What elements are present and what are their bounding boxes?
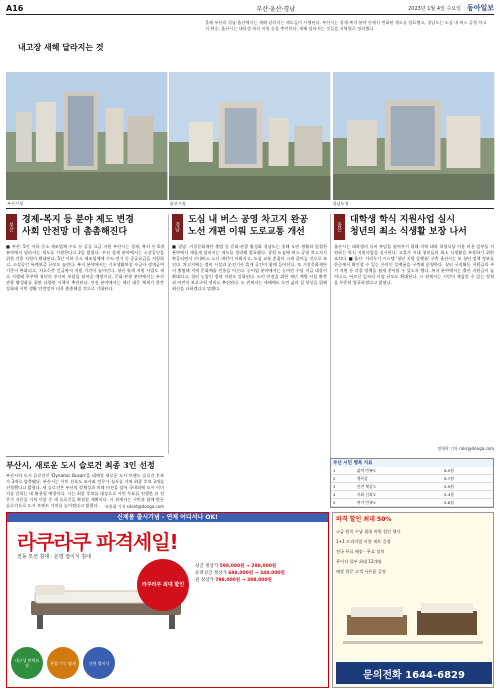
label-cell: 안전 체감도 xyxy=(355,483,442,491)
ad-hot-text: 파격 할인 최대 50% xyxy=(336,516,392,523)
rank-cell: 2 xyxy=(331,475,355,483)
ad-discount-badge: 라쿠라쿠 최대 할인 xyxy=(137,559,189,611)
ad-subheadline: 전동 모션 침대 · 온열 접이식 침대 xyxy=(17,554,91,560)
price-row xyxy=(195,570,327,577)
ad-line: 고급 원목 수납 침대 특별 할인 행사 xyxy=(336,529,401,534)
article-gyeongnam xyxy=(172,214,327,508)
price-value: 698,000원 → 348,000원 xyxy=(228,571,285,576)
rank-cell: 5 xyxy=(331,499,355,507)
city-photo-image xyxy=(6,72,167,200)
header-rule xyxy=(6,14,494,15)
column-divider xyxy=(168,214,169,454)
feature-intro: 올해 부산과 경남·울산에서는 새해 달라지는 제도들이 시행된다. 부산시는 경제·복지 분야 등에서 변화된 제도를 발표했고, 경남도는 도심 내 버스 공영 차고지 완공, 울산시는 대학생 학식 지원 등을 추진한다. 새해 달라지는 것들을 지역별로 정리했다. xyxy=(205,20,487,31)
article-title xyxy=(350,214,467,238)
ad-side-panel xyxy=(332,512,494,688)
article-byline: 정재락 기자 raks@donga.com xyxy=(437,446,494,451)
photo-captions xyxy=(6,201,494,207)
region-tag: 울산 xyxy=(334,214,345,240)
region-tag: 부산 xyxy=(6,214,17,240)
ad-headline: 라쿠라쿠 파격세일! xyxy=(17,530,178,554)
label-cell: 행복감 xyxy=(355,475,442,483)
section-rule xyxy=(6,456,164,457)
photo-caption: 부산시청 xyxy=(7,201,24,206)
ad-line: 무이자 할부 최대 12개월 xyxy=(336,559,382,564)
rank-cell: 3 xyxy=(331,483,355,491)
photo-caption: 경남도청 xyxy=(332,201,349,206)
photo-caption: 울산시청 xyxy=(169,201,186,206)
table-row xyxy=(331,467,493,475)
value-cell: 6.7점 xyxy=(442,475,493,483)
value-cell: 5.8점 xyxy=(442,499,493,507)
article-title-line: 도심 내 버스 공영 차고지 완공 xyxy=(188,215,308,225)
price-value: 598,000원 → 298,000원 xyxy=(219,564,277,569)
label-cell: 삶의 만족도 xyxy=(355,467,442,475)
article-slogan xyxy=(6,460,164,510)
furniture-illustration xyxy=(343,585,483,657)
ad-banner: 신제품 출시기념 - 연제 어디서나 OK! xyxy=(7,513,328,522)
price-row xyxy=(195,563,327,570)
ad-line: 매장 방문 고객 사은품 증정 xyxy=(336,569,386,574)
article-title-line: 사회 안전망 더 촘촘해진다 xyxy=(22,227,128,237)
article-title-line: 경제-복지 등 분야 제도 변경 xyxy=(22,215,134,225)
region-tag: 경남 xyxy=(172,214,183,240)
article-title: 부산시, 새로운 도시 슬로건 최종 3인 선정 xyxy=(6,460,155,470)
value-cell: 5.9점 xyxy=(442,483,493,491)
ad-line: 전국 무료 배송 · 무료 설치 xyxy=(336,549,385,554)
photo-busan-cityhall xyxy=(6,72,167,200)
newspaper-brand: 동아일보 xyxy=(466,4,494,12)
photo-ulsan-cityhall xyxy=(169,72,330,200)
feature-circle: 내구성 완벽보장 xyxy=(11,647,43,679)
article-title-line: 노선 개편 이뤄 도로교통 개선 xyxy=(188,227,305,237)
feature-title: 내고장 새해 달라지는 것 xyxy=(18,42,104,52)
section-name: 부산·울산·경남 xyxy=(256,5,295,13)
price-label: 싱글 정상가 xyxy=(195,564,219,569)
table-row xyxy=(331,491,493,499)
article-busan xyxy=(6,214,164,454)
feature-circle: 온열 기능 탑재 xyxy=(47,647,79,679)
table-row xyxy=(331,475,493,483)
stats-table xyxy=(331,467,493,507)
advertisement xyxy=(6,512,494,688)
article-ulsan xyxy=(334,214,494,454)
city-photo-image xyxy=(333,72,494,200)
label-cell: 사회 신뢰도 xyxy=(355,491,442,499)
ad-main-panel xyxy=(6,512,329,688)
table-row xyxy=(331,483,493,491)
section-rule xyxy=(6,208,494,209)
issue-date: 2023년 1월 4일 수요일 xyxy=(408,5,461,12)
article-body: 울산시는 대학생의 식비 부담을 덜어주기 위해 지역 대학 학생식당 이용 비용 일부를 지원하는 학식 지원사업을 실시한다. 고물가 시대 청년들의 최소 식생활을 보장하기 위한 조치다. ■ 울산: 거리두기 시스템 '청년 지원 플랫폼' 구축 울산시는 또 청년 정책 정보를 한곳에서 확인할 수 있는 온라인 플랫폼을 구축해 운영한다. 청년 구직활동 지원금과 주거 지원 등 각종 정책을 쉽게 찾아볼 수 있도록 했다. 복지 분야에서는 출산 지원금이 늘어나고, 어르신 일자리 사업 규모도 확대된다. 시 관계자는 시민이 체감할 수 있는 정책을 꾸준히 발굴하겠다고 밝혔다. xyxy=(334,244,494,285)
article-title xyxy=(188,214,308,238)
price-label: 슈퍼싱글 정상가 xyxy=(195,571,227,576)
price-row xyxy=(195,577,327,584)
article-byline: 조용휘 기자 silent@donga.com xyxy=(104,504,164,509)
ad-price-list xyxy=(195,563,327,584)
article-body: 부산시의 도시 슬로건인 'Dynamic Busan'을 대체할 새로운 도시 브랜드 슬로건 후보가 3개로 압축됐다. 부산시는 시민 선호도 조사와 전문가 심사를 거쳐 최종 후보 3개를 선정했다고 밝혔다. 새 슬로건은 부산의 정체성과 미래 비전을 담아 국내외에 도시 이미지를 알리는 데 활용될 예정이다. 시는 최종 후보를 대상으로 시민 투표를 진행한 뒤 전문가 자문을 거쳐 이달 중 새 슬로건을 확정할 계획이다. 시 관계자는 시민과 함께 만든 슬로건으로 도시 브랜드 가치를 높이겠다고 밝혔다. xyxy=(6,473,164,508)
label-cell: 여가 만족도 xyxy=(355,499,442,507)
page-header xyxy=(6,3,494,13)
feature-circle: 간편 접이식 xyxy=(83,647,115,679)
price-value: 798,000원 → 398,000원 xyxy=(215,578,272,583)
article-body: ■ 부산: 5인 이하 중소 제조업체 수도 등 공공 요금 지원 부산시는 경제, 복지 등 6개 분야에서 달라지는 제도를 시행한다고 3일 밝혔다. 우선 경제 분야에서는 소상공인을 위한 각종 지원이 확대된다. 5인 이하 중소 제조업체에 수도·전기 등 공공요금을 지원하고, 소상공인 특례보증 규모도 늘린다. 복지 분야에서는 기초생활보장 수급자 생계급여 기준이 완화되고, 저소득층 긴급복지 지원 기간이 늘어난다. 청년 월세 지원 사업도 새로 시행돼 무주택 청년의 주거비 부담을 덜어줄 예정이다. 문화·관광 분야에서는 부산 관광 활성화를 위한 다양한 시책이 추진된다. 안전 분야에서는 재난 대응 체계가 한층 강화돼 시민 생활 안전망이 더욱 촘촘해질 것으로 기대된다. xyxy=(6,244,164,291)
article-title xyxy=(22,214,134,238)
photo-strip xyxy=(6,72,494,200)
article-title-line: 청년의 최소 식생활 보장 나서 xyxy=(350,227,467,237)
article-title-line: 대학생 학식 지원사업 실시 xyxy=(350,215,456,225)
page-number: A16 xyxy=(6,3,24,13)
ad-phone-number: 문의전화 1644-6829 xyxy=(336,662,492,684)
stats-box xyxy=(330,458,494,508)
rank-cell: 1 xyxy=(331,467,355,475)
ad-feature-circles xyxy=(11,643,151,683)
table-row xyxy=(331,499,493,507)
price-label: 퀸 정상가 xyxy=(195,578,214,583)
city-photo-image xyxy=(169,72,330,200)
value-cell: 5.4점 xyxy=(442,491,493,499)
photo-gyeongnam-office xyxy=(333,72,494,200)
rank-cell: 4 xyxy=(331,491,355,499)
value-cell: 6.5점 xyxy=(442,467,493,475)
ad-line: 1+1 프리미엄 이불 세트 증정 xyxy=(336,539,391,544)
stats-heading: 부산 시민 행복 지표 xyxy=(331,459,493,467)
article-body: ■ 경남: 거창문화재단 출범 등 문화·관광 활성화 경남도는 올해 도민 생활과 밀접한 분야에서 새롭게 달라지는 제도를 정리해 발표했다. 창원 도심에 버스 공영 차고지가 완공되면서 시내버스 노선 개편이 이뤄지고, 도심 교통 혼잡이 크게 줄어들 것으로 보인다. 차고지에는 정비 시설과 운전기사 휴게 공간이 함께 들어선다. 또 거창문화재단이 출범해 지역 문화예술 진흥을 이끈다. 농어업 분야에서는 농어민 수당 지급 대상이 확대되고, 청년 농업인 정착 지원도 강화된다. 도민 안전을 위한 재난 예방 시설 확충과 어린이 보호구역 정비도 추진된다. 도 관계자는 새해에도 도민 삶의 질 향상을 위해 최선을 다하겠다고 말했다. xyxy=(172,244,327,291)
